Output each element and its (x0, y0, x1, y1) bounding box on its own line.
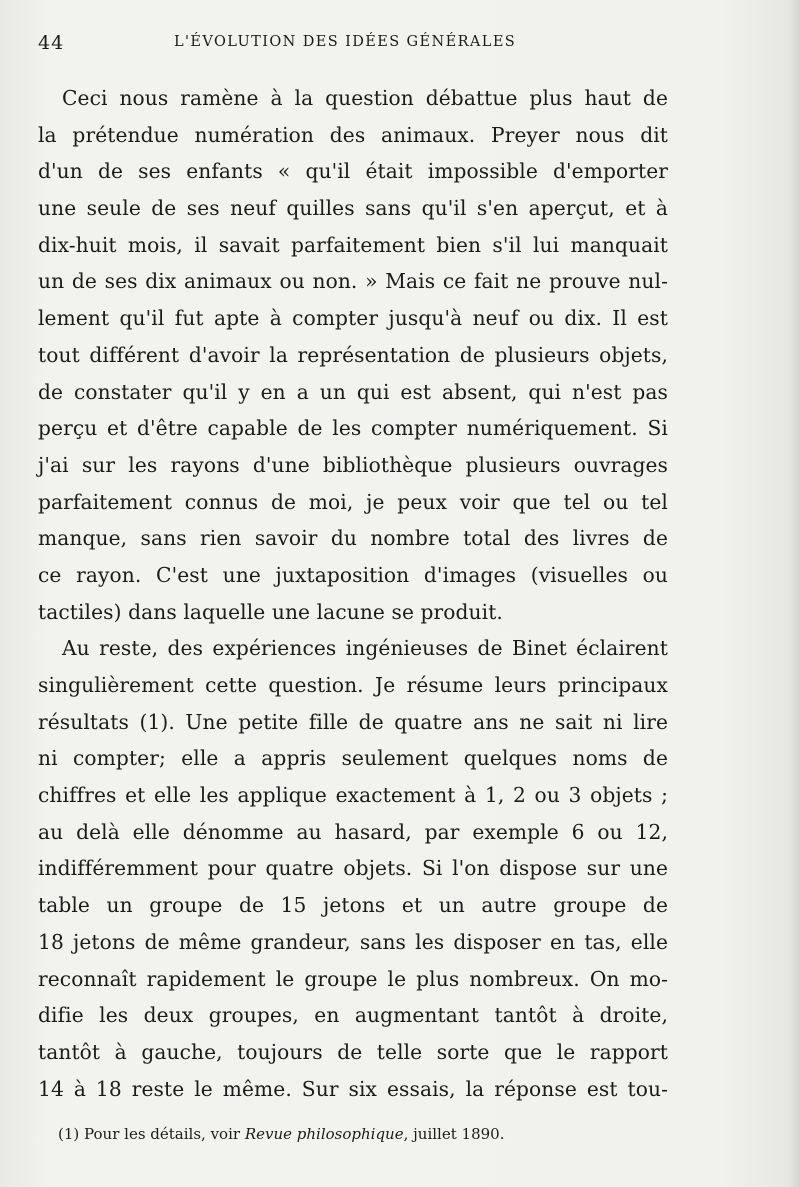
text-line: la prétendue numération des animaux. Preyer nous dit (38, 122, 668, 147)
text-line: une seule de ses neuf quilles sans qu'il s'en aperçut, et à (38, 196, 668, 221)
page-number: 44 (38, 32, 65, 54)
text-line: lement qu'il fut apte à compter jusqu'à neuf ou dix. Il est (38, 306, 668, 331)
page-header (38, 32, 678, 56)
footnote-text: Pour les détails, voir (84, 1125, 241, 1143)
text-line: d'un de ses enfants « qu'il était impossible d'emporter (38, 159, 668, 184)
text-line: au delà elle dénomme au hasard, par exemple 6 ou 12, (38, 819, 668, 844)
text-line: Au reste, des expériences ingénieuses de Binet éclairent (62, 636, 668, 661)
page-edge-shadow (788, 0, 800, 1187)
footnote-date: , juillet 1890. (403, 1125, 505, 1143)
footnote-journal-title: Revue philosophique (244, 1125, 404, 1143)
text-line: tactiles) dans laquelle une lacune se produit. (38, 599, 503, 624)
text-line: ni compter; elle a appris seulement quelques noms de (38, 746, 668, 771)
text-line: un de ses dix animaux ou non. » Mais ce fait ne prouve nul- (38, 269, 668, 294)
paragraph-2 (38, 630, 668, 1107)
text-line: 14 à 18 reste le même. Sur six essais, la réponse est tou- (38, 1076, 668, 1101)
text-line: singulièrement cette question. Je résume leurs principaux (38, 673, 668, 697)
text-line: parfaitement connus de moi, je peux voir que tel ou tel (38, 489, 668, 514)
text-line: perçu et d'être capable de les compter numériquement. Si (38, 416, 668, 441)
text-line: reconnaît rapidement le groupe le plus nombreux. On mo- (38, 966, 668, 991)
text-line: indifféremment pour quatre objets. Si l'on dispose sur une (38, 856, 668, 881)
text-line: tout différent d'avoir la représentation de plusieurs objets, (38, 342, 668, 367)
text-line: dix-huit mois, il savait parfaitement bien s'il lui manquait (38, 232, 668, 257)
footnote-marker: (1) (58, 1125, 80, 1143)
text-line: tantôt à gauche, toujours de telle sorte que le rapport (38, 1039, 668, 1064)
text-line: Ceci nous ramène à la question débattue plus haut de (62, 86, 668, 110)
text-line: manque, sans rien savoir du nombre total des livres de (38, 526, 668, 551)
text-line: chiffres et elle les applique exactement à 1, 2 ou 3 objets ; (38, 783, 668, 808)
footnote (58, 1125, 504, 1143)
running-head: L'ÉVOLUTION DES IDÉES GÉNÉRALES (174, 34, 517, 50)
text-line: table un groupe de 15 jetons et un autre groupe de (38, 893, 668, 918)
text-line: 18 jetons de même grandeur, sans les disposer en tas, elle (38, 929, 668, 954)
text-line: résultats (1). Une petite fille de quatre ans ne sait ni lire (38, 709, 668, 734)
text-line: difie les deux groupes, en augmentant tantôt à droite, (38, 1003, 668, 1028)
paragraph-1 (38, 80, 668, 630)
text-line: j'ai sur les rayons d'une bibliothèque plusieurs ouvrages (38, 452, 668, 477)
body-text (38, 80, 668, 1107)
text-line: de constater qu'il y en a un qui est absent, qui n'est pas (38, 379, 668, 404)
text-line: ce rayon. C'est une juxtaposition d'images (visuelles ou (38, 562, 668, 587)
